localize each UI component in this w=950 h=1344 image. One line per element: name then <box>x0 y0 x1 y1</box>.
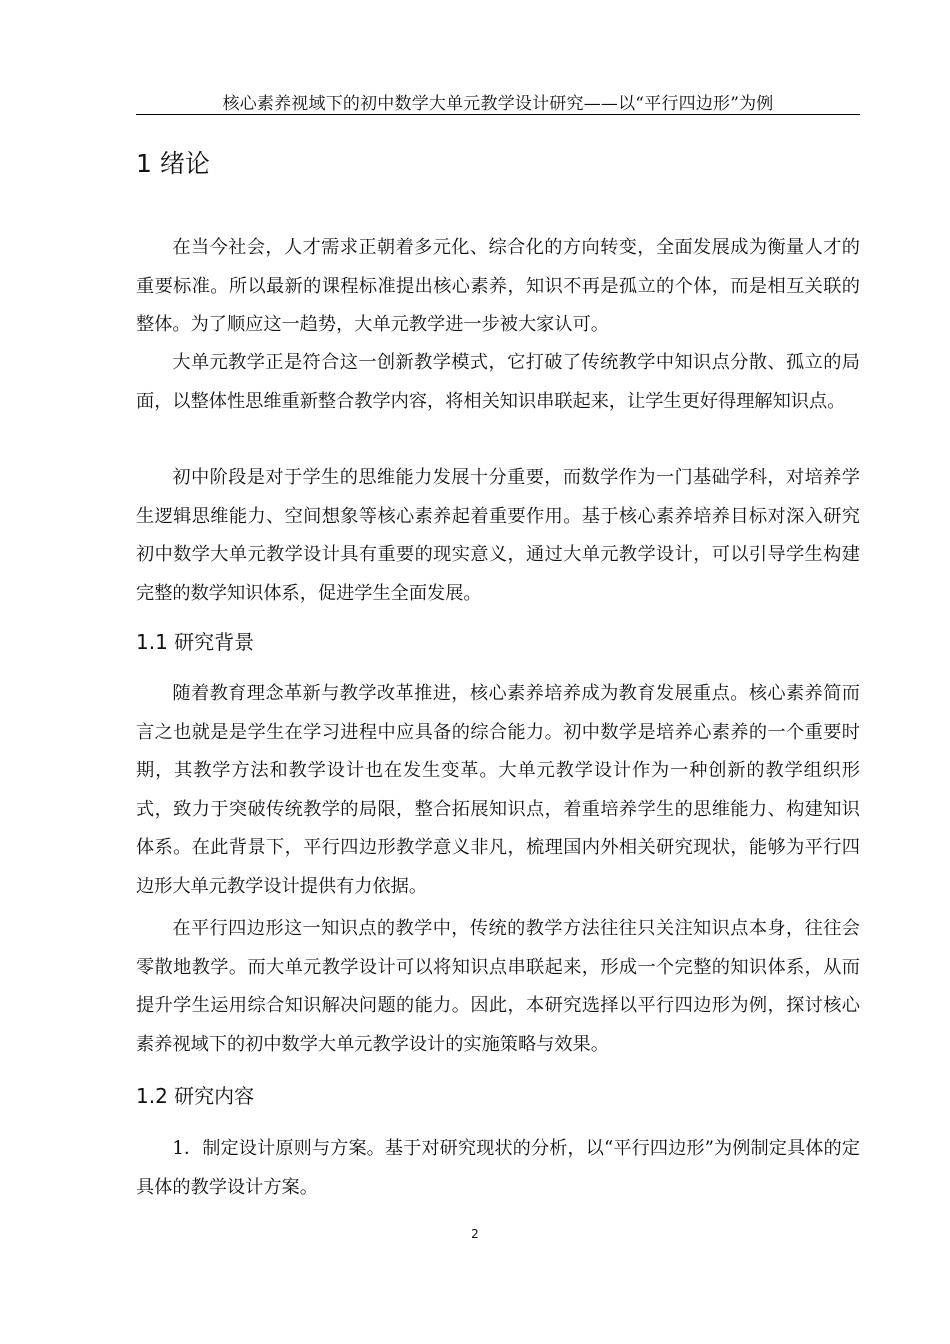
running-header: 核心素养视域下的初中数学大单元教学设计研究——以“平行四边形”为例 <box>222 94 774 114</box>
header-divider <box>136 114 860 115</box>
section-1-2-paragraph-1: 1．制定设计原则与方案。基于对研究现状的分析，以“平行四边形”为例制定具体的定具体的教学设计方案。 <box>136 1138 860 1198</box>
chapter-heading: 1 绪论 <box>136 149 210 178</box>
page-number: 2 <box>471 1227 479 1241</box>
chapter-paragraph-1: 在当今社会，人才需求正朝着多元化、综合化的方向转变，全面发展成为衡量人才的重要标准。所以最新的课程标准提出核心素养，知识不再是孤立的个体，而是相互关联的整体。为了顺应这一趋势，大单元教学进一步被大家认可。 <box>136 237 860 335</box>
section-1-1-paragraph-1: 随着教育理念革新与教学改革推进，核心素养培养成为教育发展重点。核心素养简而言之也就是是学生在学习进程中应具备的综合能力。初中数学是培养心素养的一个重要时期，其教学方法和教学设计也在发生变革。大单元教学设计作为一种创新的教学组织形式，致力于突破传统教学的局限，整合拓展知识点，着重培养学生的思维能力、构建知识体系。在此背景下，平行四边形教学意义非凡，梳理国内外相关研究现状，能够为平行四边形大单元教学设计提供有力依据。 <box>136 683 860 897</box>
section-heading-1-1: 1.1 研究背景 <box>136 630 255 654</box>
section-1-1-paragraph-2: 在平行四边形这一知识点的教学中，传统的教学方法往往只关注知识点本身，往往会零散地教学。而大单元教学设计可以将知识点串联起来，形成一个完整的知识体系，从而提升学生运用综合知识解决问题的能力。因此，本研究选择以平行四边形为例，探讨核心素养视域下的初中数学大单元教学设计的实施策略与效果。 <box>136 918 860 1055</box>
section-heading-1-2: 1.2 研究内容 <box>136 1084 255 1108</box>
chapter-paragraph-3: 初中阶段是对于学生的思维能力发展十分重要，而数学作为一门基础学科，对培养学生逻辑思维能力、空间想象等核心素养起着重要作用。基于核心素养培养目标对深入研究初中数学大单元教学设计具有重要的现实意义，通过大单元教学设计，可以引导学生构建完整的数学知识体系，促进学生全面发展。 <box>136 467 860 604</box>
chapter-paragraph-2: 大单元教学正是符合这一创新教学模式，它打破了传统教学中知识点分散、孤立的局面，以整体性思维重新整合教学内容，将相关知识串联起来，让学生更好得理解知识点。 <box>136 352 860 412</box>
